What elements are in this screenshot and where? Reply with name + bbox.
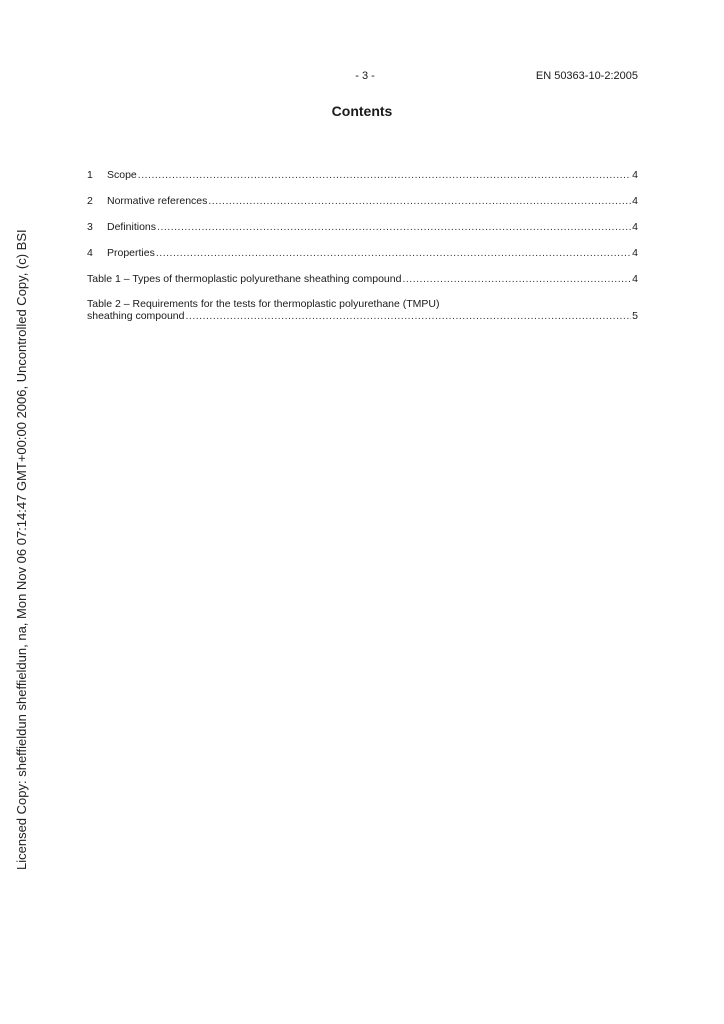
page-number: - 3 - (355, 70, 375, 82)
toc-leader-dots (402, 273, 631, 285)
toc-label: Scope (107, 169, 137, 181)
toc-entry-definitions[interactable] (87, 221, 638, 233)
toc-entry-properties[interactable] (87, 247, 638, 259)
toc-entry-table-2[interactable] (87, 298, 638, 322)
contents-title: Contents (331, 103, 393, 119)
toc-number: 1 (87, 169, 93, 181)
toc-number: 3 (87, 221, 93, 233)
toc-page: 4 (632, 221, 638, 233)
toc-label-line2: sheathing compound (87, 310, 185, 322)
toc-leader-dots (138, 169, 631, 181)
toc-label: Normative references (107, 195, 208, 207)
toc-leader-dots (208, 195, 631, 207)
standard-id: EN 50363-10-2:2005 (535, 70, 638, 82)
toc-entry-scope[interactable] (87, 169, 638, 181)
toc-label-line1: Table 2 – Requirements for the tests for thermoplastic polyurethane (TMPU) (87, 298, 440, 310)
toc-number: 2 (87, 195, 93, 207)
toc-page: 4 (632, 195, 638, 207)
toc-entry-table-1[interactable] (87, 273, 638, 285)
toc-page: 5 (632, 310, 638, 322)
toc-page: 4 (632, 169, 638, 181)
toc-number: 4 (87, 247, 93, 259)
toc-label: Table 1 – Types of thermoplastic polyurethane sheathing compound (87, 273, 402, 285)
toc-label: Definitions (107, 221, 157, 233)
license-watermark: Licensed Copy: sheffieldun sheffieldun, na, Mon Nov 06 07:14:47 GMT+00:00 2006, Uncontrolled Copy, (c) BSI (14, 229, 29, 870)
toc-page: 4 (632, 273, 638, 285)
toc-leader-dots (157, 221, 631, 233)
toc-leader-dots (186, 310, 632, 322)
toc-entry-normative-references[interactable] (87, 195, 638, 207)
toc-page: 4 (632, 247, 638, 259)
table-of-contents (87, 169, 638, 336)
toc-leader-dots (156, 247, 631, 259)
toc-label: Properties (107, 247, 155, 259)
